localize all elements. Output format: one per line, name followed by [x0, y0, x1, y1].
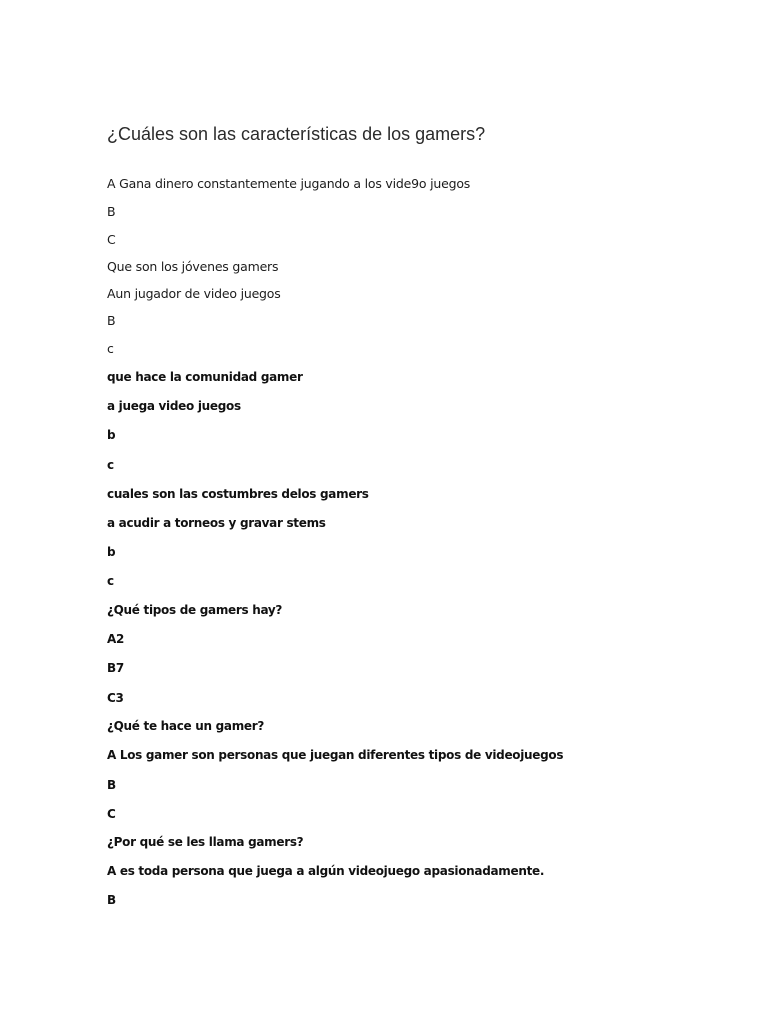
document-line: B: [107, 778, 116, 792]
document-title: ¿Cuáles son las características de los gamers?: [107, 124, 486, 144]
document-line: A es toda persona que juega a algún videojuego apasionadamente.: [107, 864, 545, 878]
document-line: a juega video juegos: [107, 399, 241, 413]
document-line: ¿Qué te hace un gamer?: [107, 719, 265, 733]
document-line: C3: [107, 691, 124, 705]
document-line: que hace la comunidad gamer: [107, 370, 303, 384]
document-line: c: [107, 341, 114, 356]
document-line: ¿Por qué se les llama gamers?: [107, 835, 304, 849]
document-line: C: [107, 232, 116, 247]
document-line: A Gana dinero constantemente jugando a los vide9o juegos: [107, 176, 471, 191]
document-line: a acudir a torneos y gravar stems: [107, 516, 326, 530]
document-line: B: [107, 313, 116, 328]
document-line: C: [107, 807, 116, 821]
document-line: Que son los jóvenes gamers: [107, 259, 279, 274]
document-line: c: [107, 574, 114, 588]
document-line: B7: [107, 661, 124, 675]
document-line: B: [107, 204, 116, 219]
document-line: b: [107, 428, 116, 442]
document-line: Aun jugador de video juegos: [107, 286, 281, 301]
document-line: b: [107, 545, 116, 559]
document-line: B: [107, 893, 116, 907]
document-line: A2: [107, 632, 125, 646]
document-line: A Los gamer son personas que juegan diferentes tipos de videojuegos: [107, 748, 564, 762]
document-line: ¿Qué tipos de gamers hay?: [107, 603, 283, 617]
document-line: cuales son las costumbres delos gamers: [107, 487, 369, 501]
document-line: c: [107, 458, 114, 472]
